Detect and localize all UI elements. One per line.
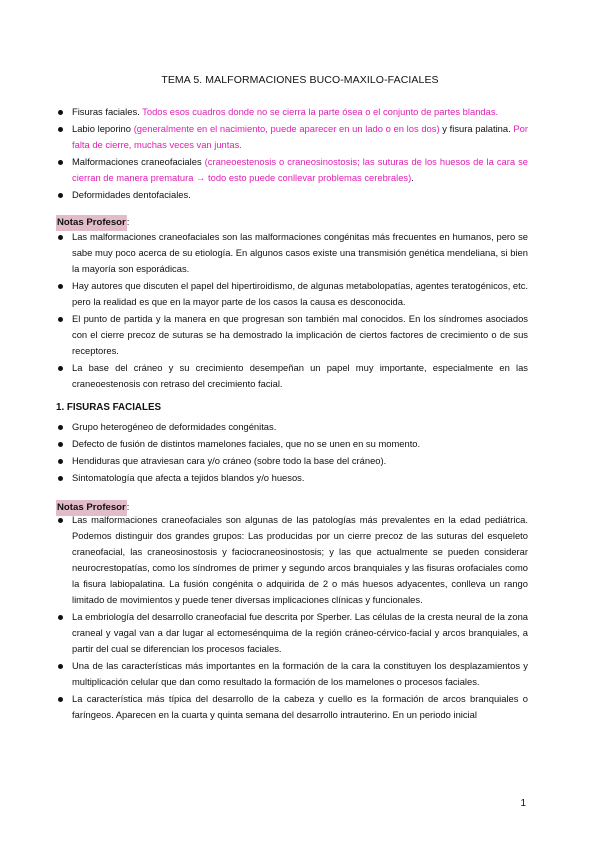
page-title: TEMA 5. MALFORMACIONES BUCO-MAXILO-FACIALES [161, 74, 439, 86]
note-item: La característica más típica del desarrollo de la cabeza y cuello es la formación de arcos branquiales o faríngeos. Aparecen en la cuarta y quinta semana del desarrollo intrauterino. En un periodo inicial [56, 691, 528, 723]
note-item: Hay autores que discuten el papel del hipertiroidismo, de algunas metabolopatías, agentes teratogénicos, etc. pero la realidad es que en la mayor parte de los casos la causa es desconocida. [56, 278, 528, 310]
note-item: Las malformaciones craneofaciales son algunas de las patologías más prevalentes en la edad pediátrica. Podemos distinguir dos grandes grupos: Las producidas por un cierre precoz de las suturas del esqueleto craneofacial, las craneosinostosis y faciocraneosinostosis; y las que actualmente se pueden considerar neurocrestopatías, como los síndromes de primer y segundo arcos branquiales y las fisuras orofaciales como la fisura labiopalatina. La fusión congénita o adquirida de 2 o más huesos adyacentes, conlleva un rango limitado de movimientos y puede tener diversas implicaciones clínicas y funcionales. [56, 512, 528, 608]
notes-list [56, 229, 528, 393]
notes-label: Notas Profesor [56, 500, 127, 516]
note-item: El punto de partida y la manera en que progresan son también mal conocidos. En los síndromes asociados con el cierre precoz de suturas se ha demostrado la implicación de ciertos factores de crecimiento o de sus receptores. [56, 311, 528, 359]
page-number: 1 [520, 798, 526, 809]
notes-list [56, 512, 528, 724]
note-item: La embriología del desarrollo craneofacial fue descrita por Sperber. Las células de la cresta neural de la zona craneal y vagal van a dar lugar al ectomesénquima de la región cráneo-cérvico-facial y arcos branquiales, a partir del cual se diferencian los procesos faciales. [56, 609, 528, 657]
notes-heading: Notas Profesor: [56, 212, 528, 231]
section-heading: 1. FISURAS FACIALES [56, 402, 162, 413]
note-item: Una de las características más importantes en la formación de la cara la constituyen los desplazamientos y multiplicación celular que dan como resultado la formación de los mamelones o procesos faciales. [56, 658, 528, 690]
intro-item: Deformidades dentofaciales. [56, 187, 528, 203]
notes-label: Notas Profesor [56, 215, 127, 231]
intro-list [56, 104, 528, 204]
fisura-item: Hendiduras que atraviesan cara y/o cráneo (sobre todo la base del cráneo). [56, 453, 528, 469]
fisuras-list [56, 419, 528, 487]
note-item: La base del cráneo y su crecimiento desempeñan un papel muy importante, especialmente en las craneoestenosis con retraso del crecimiento facial. [56, 360, 528, 392]
intro-item: Labio leporino (generalmente en el nacimiento, puede aparecer en un lado o en los dos) y fisura palatina. Por falta de cierre, muchas veces van juntas. [56, 121, 528, 153]
intro-item: Fisuras faciales. Todos esos cuadros donde no se cierra la parte ósea o el conjunto de partes blandas. [56, 104, 528, 120]
note-item: Las malformaciones craneofaciales son las malformaciones congénitas más frecuentes en humanos, pero se sabe muy poco acerca de su etiología. En algunos casos existe una transmisión genética mendeliana, si bien la mayoría son esporádicas. [56, 229, 528, 277]
fisura-item: Sintomatología que afecta a tejidos blandos y/o huesos. [56, 470, 528, 486]
notes-heading: Notas Profesor: [56, 497, 528, 516]
intro-item: Malformaciones craneofaciales (craneoestenosis o craneosinostosis; las suturas de los huesos de la cara se cierran de manera prematura → todo esto puede conllevar problemas cerebrales). [56, 154, 528, 186]
fisura-item: Defecto de fusión de distintos mamelones faciales, que no se unen en su momento. [56, 436, 528, 452]
fisura-item: Grupo heterogéneo de deformidades congénitas. [56, 419, 528, 435]
